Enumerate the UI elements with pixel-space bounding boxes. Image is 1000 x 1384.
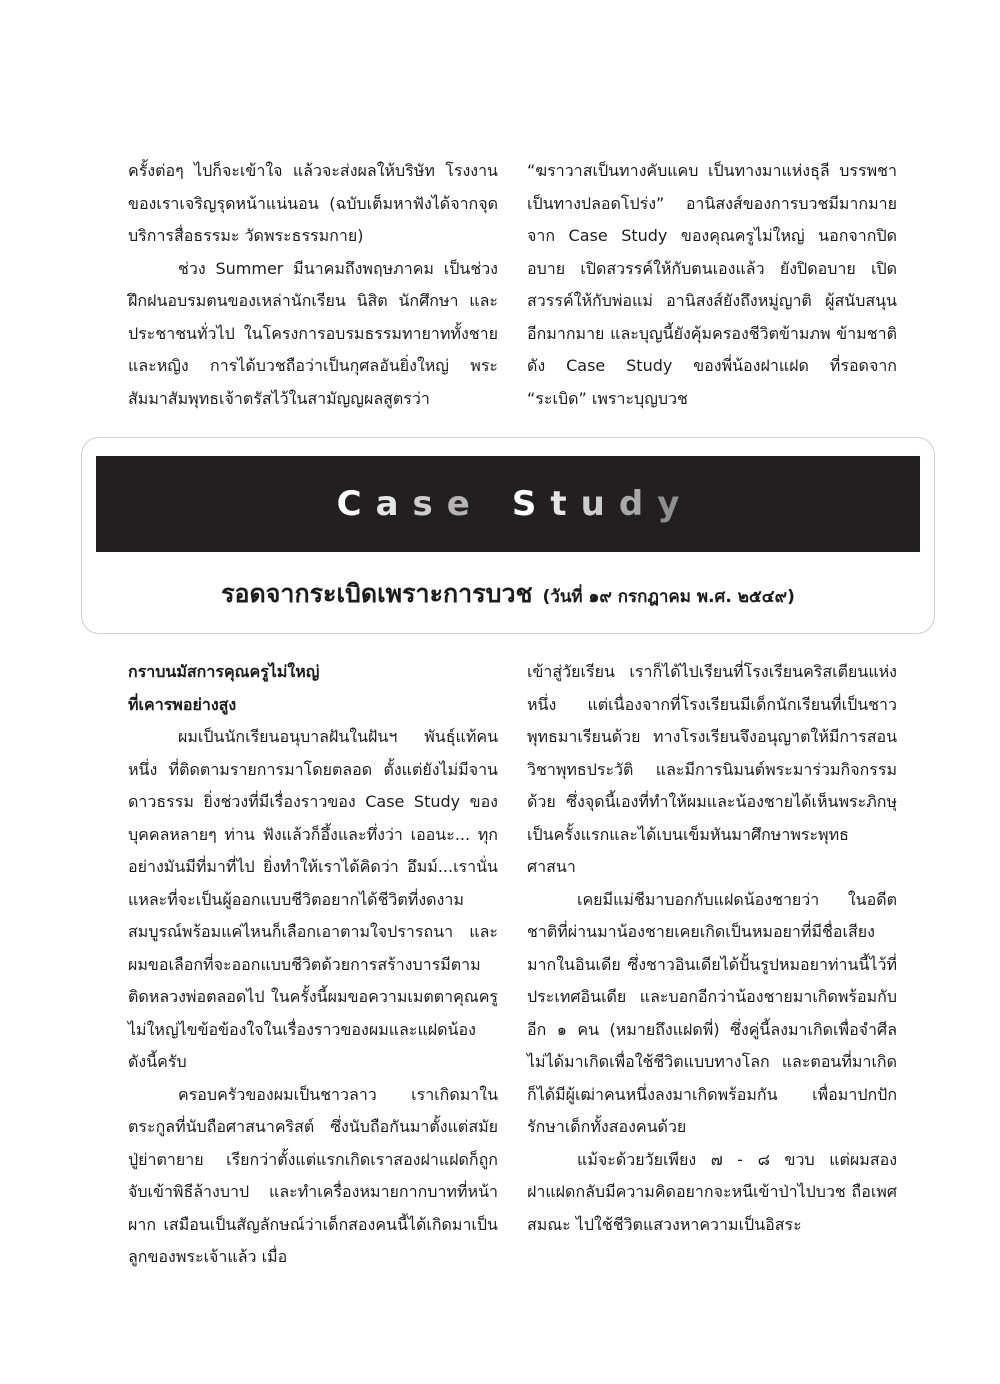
banner-letter: C — [336, 484, 362, 524]
story-date: (วันที่ ๑๙ กรกฎาคม พ.ศ. ๒๕๔๙) — [542, 587, 795, 607]
banner-letter: s — [412, 484, 433, 524]
paragraph: ช่วง Summer มีนาคมถึงพฤษภาคม เป็นช่วงฝึกฝนอบรมตนของเหล่านักเรียน นิสิต นักศึกษา และประชาชนทั่วไป ในโครงการอบรมธรรมทายาททั้งชายและหญิง การได้บวชถือว่าเป็นกุศลอันยิ่งใหญ่ พระสัมมาสัมพุทธเจ้าตรัสไว้ในสามัญญผลสูตรว่า — [128, 258, 498, 408]
top-left-column — [128, 155, 498, 415]
paragraph: ครั้งต่อๆ ไปก็จะเข้าใจ แล้วจะส่งผลให้บริษัท โรงงานของเราเจริญรุดหน้าแน่นอน (ฉบับเต็มหาฟังได้จากจุดบริการสื่อธรรมะ วัดพระธรรมกาย) — [128, 161, 498, 245]
bottom-left-column — [128, 656, 498, 1274]
paragraph: ผมเป็นนักเรียนอนุบาลฝันในฝันฯ พันธุ์แท้คนหนึ่ง ที่ติดตามรายการมาโดยตลอด ตั้งแต่ยังไม่มีจานดาวธรรม ยิ่งช่วงที่มีเรื่องราวของ Case Study ของบุคคลหลายๆ ท่าน ฟังแล้วก็อึ้งและทึ่งว่า เออนะ... ทุกอย่างมันมีที่มาที่ไป ยิ่งทำให้เราได้คิดว่า อึมม์...เรานั่นแหละที่จะเป็นผู้ออกแบบชีวิตอยากได้ชีวิตที่งดงามสมบูรณ์พร้อมแค่ไหนก็เลือกเอาตามใจปรารถนา และผมขอเลือกที่จะออกแบบชีวิตด้วยการสร้างบารมีตามติดหลวงพ่อตลอดไป ในครั้งนี้ผมขอความเมตตาคุณครูไม่ใหญ่ไขข้อข้องใจในเรื่องราวของผมและแฝดน้อง ดังนี้ครับ — [128, 727, 498, 1071]
banner-title — [330, 484, 687, 524]
banner-letter: y — [657, 484, 680, 524]
banner-letter: d — [618, 484, 644, 524]
paragraph: เข้าสู่วัยเรียน เราก็ได้ไปเรียนที่โรงเรียนคริสเตียนแห่งหนึ่ง แต่เนื่องจากที่โรงเรียนมีเด็กนักเรียนที่เป็นชาวพุทธมาเรียนด้วย ทางโรงเรียนจึงอนุญาตให้มีการสอนวิชาพุทธประวัติ และมีการนิมนต์พระมาร่วมกิจกรรมด้วย ซึ่งจุดนี้เองที่ทำให้ผมและน้องชายได้เห็นพระภิกษุเป็นครั้งแรกและได้เบนเข็มหันมาศึกษาพระพุทธศาสนา — [527, 662, 897, 876]
case-study-banner — [96, 456, 920, 552]
banner-letter: t — [550, 484, 567, 524]
paragraph: “ฆราวาสเป็นทางคับแคบ เป็นทางมาแห่งธุลี บรรพชาเป็นทางปลอดโปร่ง” อานิสงส์ของการบวชมีมากมาย จาก Case Study ของคุณครูไม่ใหญ่ นอกจากปิดอบาย เปิดสวรรค์ให้กับตนเองแล้ว ยังปิดอบาย เปิดสวรรค์ให้กับพ่อแม่ อานิสงส์ยังถึงหมู่ญาติ ผู้สนับสนุนอีกมากมาย และบุญนี้ยังคุ้มครองชีวิตข้ามภพ ข้ามชาติ ดัง Case Study ของพี่น้องฝาแฝด ที่รอดจาก “ระเบิด” เพราะบุญบวช — [527, 161, 897, 408]
story-title-line — [96, 574, 920, 614]
section-heading: ที่เคารพอย่างสูง — [128, 694, 237, 714]
section-heading: กราบนมัสการคุณครูไม่ใหญ่ — [128, 662, 320, 681]
banner-letter: a — [375, 484, 399, 524]
story-title: รอดจากระเบิดเพราะการบวช — [221, 579, 533, 608]
bottom-right-column — [527, 656, 897, 1241]
banner-letter: u — [580, 484, 605, 524]
paragraph: ครอบครัวของผมเป็นชาวลาว เราเกิดมาในตระกูลที่นับถือศาสนาคริสต์ ซึ่งนับถือกันมาตั้งแต่สมัยปู่ย่าตายาย เรียกว่าตั้งแต่แรกเกิดเราสองฝาแฝดก็ถูกจับเข้าพิธีล้างบาป และทำเครื่องหมายกากบาทที่หน้าผาก เสมือนเป็นสัญลักษณ์ว่าเด็กสองคนนี้ได้เกิดมาเป็นลูกของพระเจ้าแล้ว เมื่อ — [128, 1084, 498, 1266]
banner-letter: e — [446, 484, 470, 524]
banner-letter — [484, 484, 498, 524]
banner-letter: S — [511, 484, 537, 524]
paragraph: เคยมีแม่ชีมาบอกกับแฝดน้องชายว่า ในอดีตชาติที่ผ่านมาน้องชายเคยเกิดเป็นหมอยาที่มีชื่อเสียงมากในอินเดีย ซึ่งชาวอินเดียได้ปั้นรูปหมอยาท่านนี้ไว้ที่ประเทศอินเดีย และบอกอีกว่าน้องชายมาเกิดพร้อมกับอีก ๑ คน (หมายถึงแฝดพี่) ซึ่งคู่นี้ลงมาเกิดเพื่อจำศีล ไม่ได้มาเกิดเพื่อใช้ชีวิตแบบทางโลก และตอนที่มาเกิด ก็ได้มีผู้เฒ่าคนหนึ่งลงมาเกิดพร้อมกัน เพื่อมาปกปักรักษาเด็กทั้งสองคนด้วย — [527, 889, 897, 1136]
paragraph: แม้จะด้วยวัยเพียง ๗ - ๘ ขวบ แต่ผมสองฝาแฝดกลับมีความคิดอยากจะหนีเข้าป่าไปบวช ถือเพศสมณะ ไปใช้ชีวิตแสวงหาความเป็นอิสระ — [527, 1149, 897, 1234]
top-right-column — [527, 155, 897, 415]
